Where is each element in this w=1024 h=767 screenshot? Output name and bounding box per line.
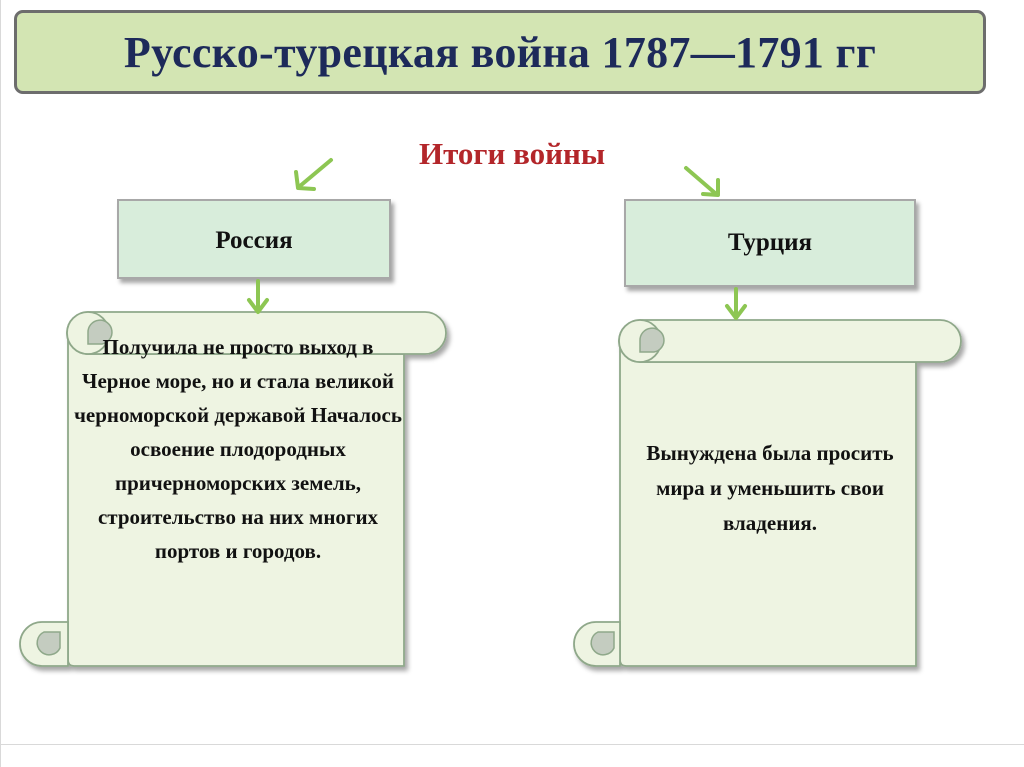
- heading-turkey: Турция: [624, 199, 916, 287]
- arrow-turkey-down-icon: [727, 289, 745, 318]
- russia-results-text: Получила не просто выход в Черное море, но и стала великой черноморской державой Началось освоение плодородных причерноморских земель, строительство на них многих портов и городов.: [74, 335, 402, 563]
- subtitle-results: Итоги войны: [418, 136, 606, 171]
- turkey-results-text: Вынуждена была просить мира и уменьшить свои владения.: [646, 441, 894, 535]
- slide-title: Русско-турецкая война 1787—1791 гг: [14, 10, 986, 94]
- arrow-to-russia-icon: [296, 160, 331, 189]
- heading-russia: Россия: [117, 199, 391, 279]
- arrow-to-turkey-icon: [686, 168, 718, 195]
- arrow-russia-down-icon: [249, 281, 267, 312]
